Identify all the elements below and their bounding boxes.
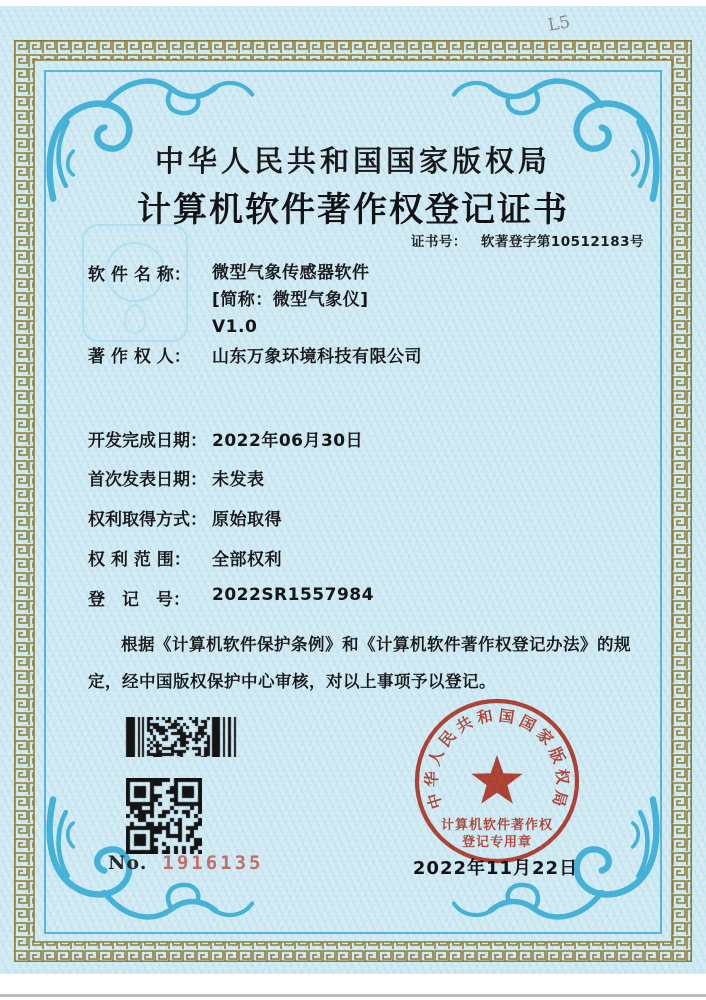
field-value [212,260,370,341]
official-seal [410,694,584,868]
certificate-number-line [411,230,644,250]
field-software-name [88,260,370,341]
field-value: 山东万象环境科技有限公司 [212,347,422,367]
issuing-authority-title: 中华人民共和国国家版权局 [154,144,551,178]
barcode [124,717,242,757]
field-label: 权利取得方式： [88,510,207,530]
field-dev-complete-date [88,426,363,451]
field-label: 首次发表日期： [88,470,207,490]
certificate-title: 计算机软件著作权登记证书 [137,190,569,230]
registration-statement: 根据《计算机软件保护条例》和《计算机软件著作权登记办法》的规定，经中国版权保护中心审核，对以上事项予以登记。 [88,635,631,691]
pencil-mark: L5 [546,12,572,36]
software-name-line2: [简称：微型气象仪] [212,290,369,310]
software-name-line1: 微型气象传感器软件 [212,263,370,283]
certificate-sheet [0,6,706,974]
seal-line2: 登记专用章 [461,835,533,850]
field-value: 原始取得 [212,510,282,530]
serial-number-line [108,852,264,874]
serial-number: 1916135 [162,852,264,874]
qr-code [126,778,202,854]
field-value: 2022SR1557984 [212,585,374,605]
corner-ornament-top-right [452,62,662,202]
certificate-number-value: 软著登字第10512183号 [480,234,644,250]
serial-label: No. [108,852,148,874]
seal-line1: 计算机软件著作权 [440,818,554,833]
issue-date: 2022年11月22日 [412,858,579,879]
field-right-acquire-method [88,505,282,530]
field-value: 全部权利 [212,550,282,570]
field-label: 开发完成日期： [88,431,207,451]
field-copyright-owner [88,342,422,367]
field-label: 权 利 范 围： [88,550,191,570]
field-registration-number [88,585,374,610]
field-label: 软 件 名 称： [88,265,191,285]
field-value: 未发表 [212,470,265,490]
seal-star-icon [471,755,522,804]
certificate-number-label: 证书号： [410,234,467,250]
field-first-publish-date [88,465,265,490]
field-label: 登 记 号： [88,590,190,610]
scan-edge-line [0,994,706,997]
corner-ornament-top-left [44,62,254,202]
seal-ring-text: 中华人民共和国国家版权局 [422,706,572,811]
field-right-scope [88,545,282,570]
software-name-version: V1.0 [212,317,258,337]
field-label: 著 作 权 人： [88,347,191,367]
field-value: 2022年06月30日 [212,431,364,451]
